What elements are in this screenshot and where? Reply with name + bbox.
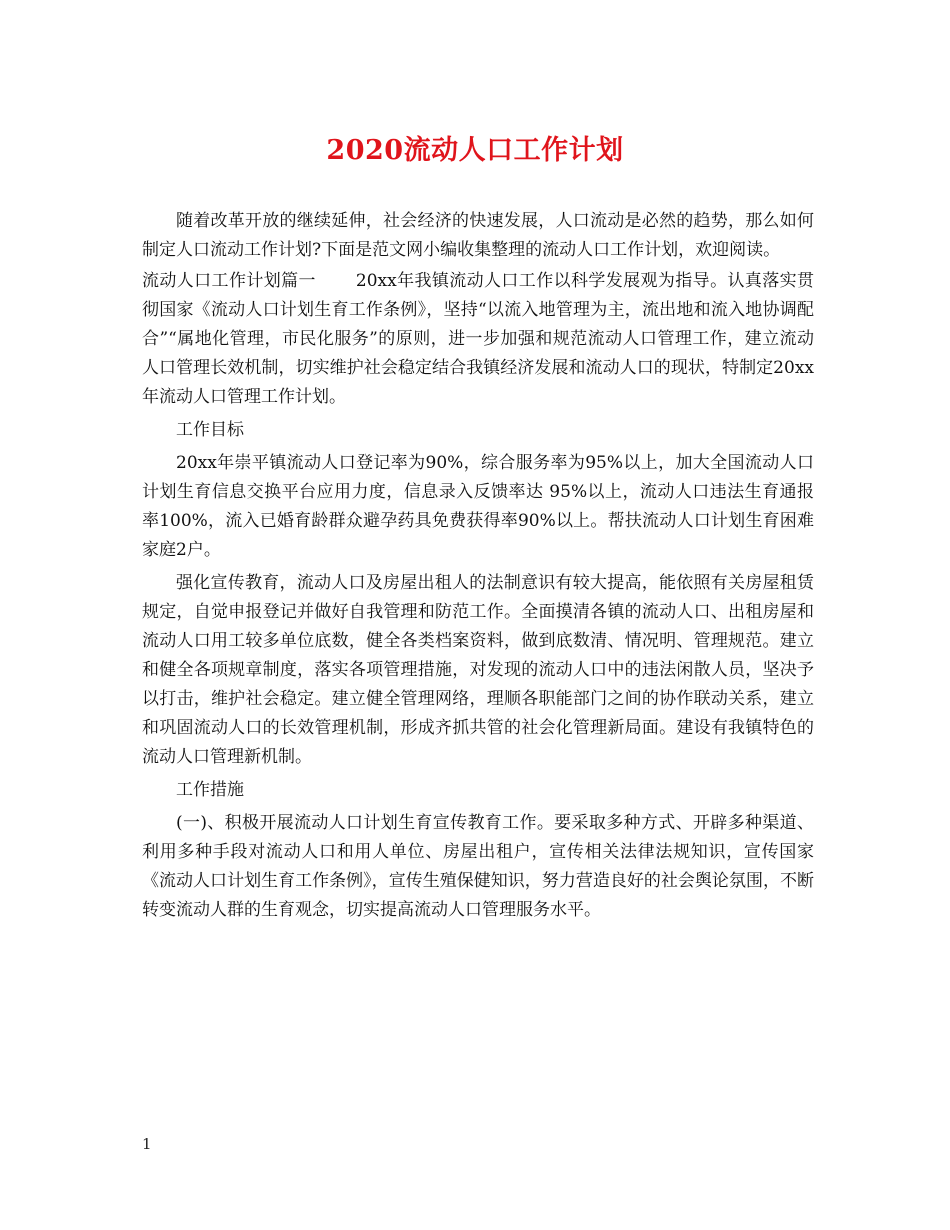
page-number: 1	[142, 1135, 152, 1153]
intro-paragraph: 随着改革开放的继续延伸，社会经济的快速发展，人口流动是必然的趋势，那么如何制定人口流动工作计划?下面是范文网小编收集整理的流动人口工作计划，欢迎阅读。	[142, 211, 814, 260]
measure-one-paragraph: (一)、积极开展流动人口计划生育宣传教育工作。要采取多种方式、开辟多种渠道、利用多种手段对流动人口和用人单位、房屋出租户，宣传相关法律法规知识，宣传国家《流动人口计划生育工作条例》，宣传生殖保健知识，努力营造良好的社会舆论氛围，不断转变流动人群的生育观念，切实提高流动人口管理服务水平。	[142, 813, 814, 920]
document-title: 2020流动人口工作计划	[326, 135, 624, 166]
document-body	[142, 207, 814, 925]
plan-one-text: 20xx年我镇流动人口工作以科学发展观为指导。认真落实贯彻国家《流动人口计划生育工作条例》，坚持“以流入地管理为主，流出地和流入地协调配合”“属地化管理，市民化服务”的原则，进一步加强和规范流动人口管理工作，建立流动人口管理长效机制，切实维护社会稳定结合我镇经济发展和流动人口的现状，特制定20xx年流动人口管理工作计划。	[142, 271, 815, 407]
plan-one-heading: 流动人口工作计划篇一	[142, 271, 316, 291]
plan-one-paragraph	[142, 267, 814, 412]
goals-paragraph: 20xx年崇平镇流动人口登记率为90%，综合服务率为95%以上，加大全国流动人口计划生育信息交换平台应用力度，信息录入反馈率达 95%以上，流动人口违法生育通报率100%，流入已婚育龄群众避孕药具免费获得率90%以上。帮扶流动人口计划生育困难家庭2户。	[142, 453, 814, 560]
measures-heading: 工作措施	[176, 780, 244, 800]
goals-heading: 工作目标	[176, 420, 244, 440]
education-paragraph: 强化宣传教育，流动人口及房屋出租人的法制意识有较大提高，能依照有关房屋租赁规定，自觉申报登记并做好自我管理和防范工作。全面摸清各镇的流动人口、出租房屋和流动人口用工较多单位底数，健全各类档案资料，做到底数清、情况明、管理规范。建立和健全各项规章制度，落实各项管理措施，对发现的流动人口中的违法闲散人员，坚决予以打击，维护社会稳定。建立健全管理网络，理顺各职能部门之间的协作联动关系，建立和巩固流动人口的长效管理机制，形成齐抓共管的社会化管理新局面。建设有我镇特色的流动人口管理新机制。	[142, 573, 814, 767]
